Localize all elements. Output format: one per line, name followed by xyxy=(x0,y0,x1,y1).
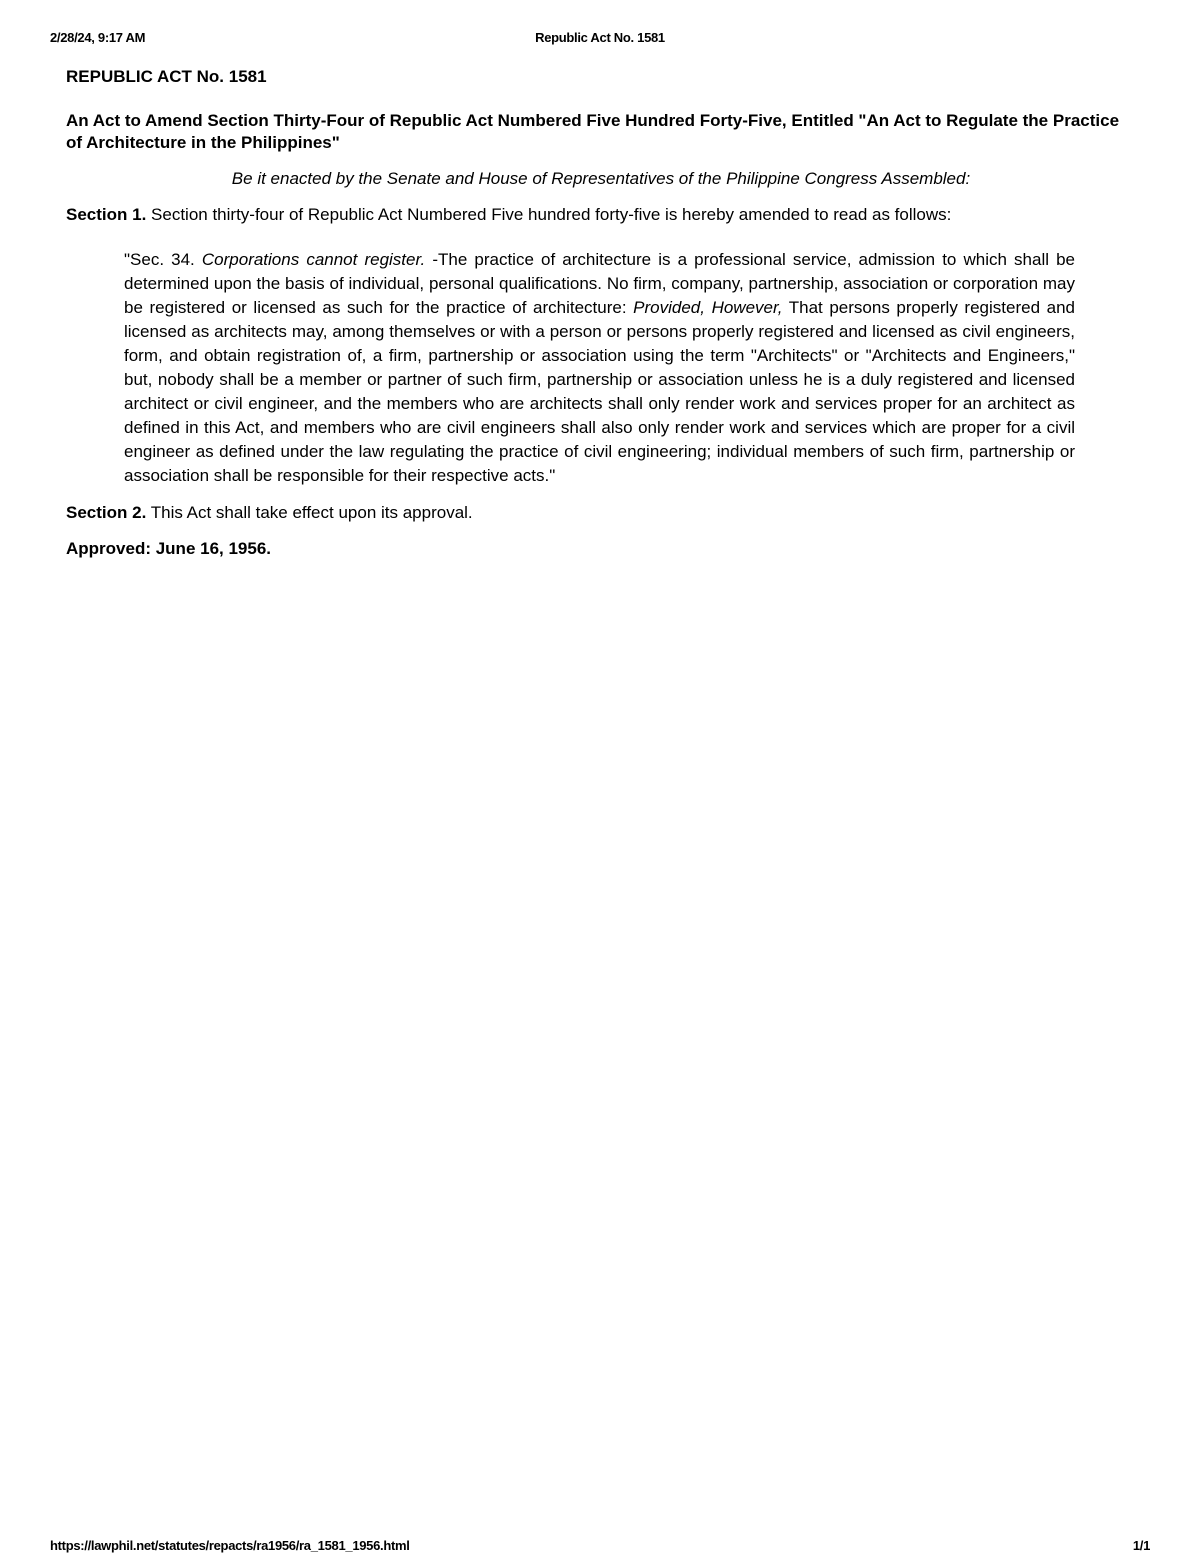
quoted-section-34 xyxy=(124,248,1075,488)
print-header xyxy=(50,30,1150,50)
document-body xyxy=(66,66,1136,560)
section-1-label: Section 1. xyxy=(66,205,147,224)
section-2-text: This Act shall take effect upon its approval. xyxy=(146,503,473,522)
quoted-proviso: Provided, However, xyxy=(633,298,783,317)
print-page-title: Republic Act No. 1581 xyxy=(535,30,665,45)
page-number: 1/1 xyxy=(1132,1538,1150,1553)
act-title: REPUBLIC ACT No. 1581 xyxy=(66,67,267,86)
quoted-prefix: "Sec. 34. xyxy=(124,250,202,269)
source-url[interactable]: https://lawphil.net/statutes/repacts/ra1956/ra_1581_1956.html xyxy=(50,1538,410,1553)
section-1 xyxy=(66,204,1136,226)
quoted-text-2: That persons properly registered and licensed as architects may, among themselves or with a person or persons properly registered and licensed as civil engineers, form, and obtain registration of, a firm, partnership or association using the term "Architects" or "Architects and Engineers," but, nobody shall be a member or partner of such firm, partnership or association unless he is a duly registered and licensed architect or civil engineer, and the members who are architects shall only render work and services proper for an architect as defined in this Act, and members who are civil engineers shall also only render work and services which are proper for a civil engineer as defined under the law regulating the practice of civil engineering; individual members of such firm, partnership or association shall be responsible for their respective acts." xyxy=(124,298,1075,485)
quoted-heading: Corporations cannot register. xyxy=(201,250,426,269)
print-datetime: 2/28/24, 9:17 AM xyxy=(50,30,146,45)
print-footer xyxy=(50,1538,1150,1558)
section-2 xyxy=(66,502,1136,524)
section-2-label: Section 2. xyxy=(66,503,147,522)
quoted-text-1: -The practice of architecture is a professional service, admission to which shall be determined upon the basis of individual, personal qualifications. No firm, company, partnership, association or corporation may be registered or licensed as such for the practice of architecture: xyxy=(124,250,1075,317)
enacting-clause: Be it enacted by the Senate and House of Representatives of the Philippine Congress Assembled: xyxy=(231,169,971,188)
approval-date: Approved: June 16, 1956. xyxy=(66,539,272,558)
act-subtitle: An Act to Amend Section Thirty-Four of Republic Act Numbered Five Hundred Forty-Five, Entitled "An Act to Regulate the Practice of Architecture in the Philippines" xyxy=(66,111,1120,152)
section-1-text: Section thirty-four of Republic Act Numbered Five hundred forty-five is hereby amended to read as follows: xyxy=(146,205,952,224)
